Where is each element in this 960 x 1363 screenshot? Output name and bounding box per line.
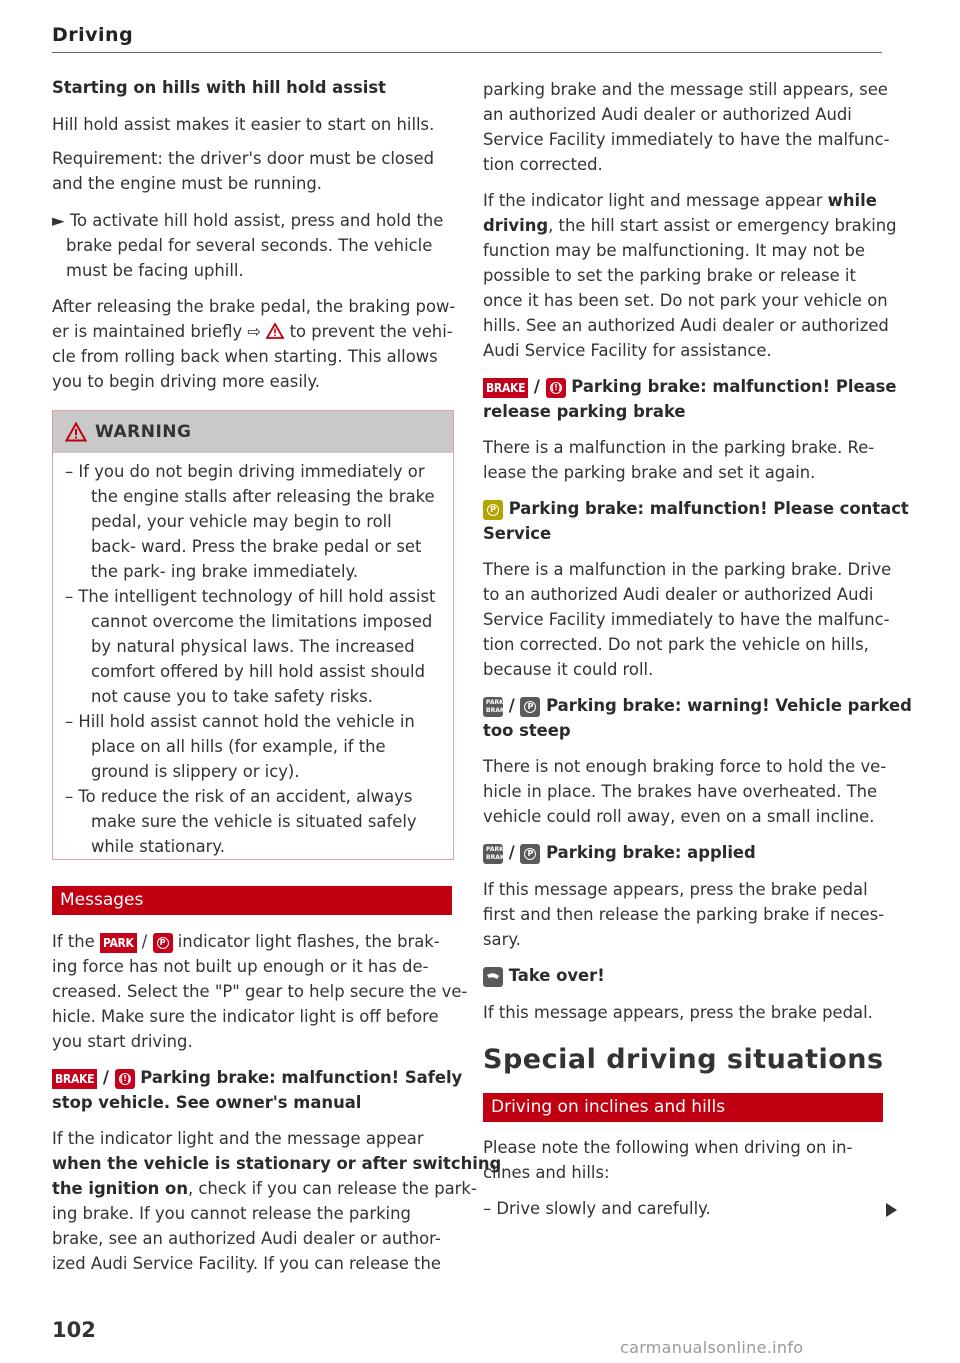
text-segment: /	[136, 932, 153, 951]
cont-line-2: an authorized Audi dealer or authorized Audi	[483, 105, 852, 124]
after-line-2	[52, 319, 453, 344]
steep-line-2: hicle in place. The brakes have overheated. The	[483, 782, 878, 801]
messages-para-line-4: hicle. Make sure the indicator light is off before	[52, 1007, 439, 1026]
takeover-wheel-icon	[483, 967, 503, 987]
header-rule	[52, 52, 882, 53]
warning-steep-title-2: too steep	[483, 721, 571, 740]
requirement-line-1: Requirement: the driver's door must be closed	[52, 149, 434, 168]
while-line-7: Audi Service Facility for assistance.	[483, 341, 772, 360]
yellow-brake-malfunction-icon: P	[483, 500, 503, 520]
text-segment: indicator light flashes, the brak-	[172, 932, 440, 951]
intro-text: Hill hold assist makes it easier to start on hills.	[52, 115, 435, 134]
if-line-1: If the indicator light and the message appear	[52, 1129, 424, 1148]
contact-line-3: Service Facility immediately to have the malfunc-	[483, 610, 890, 629]
cont-line-1: parking brake and the message still appears, see	[483, 80, 888, 99]
release-line-1: There is a malfunction in the parking brake. Re-	[483, 438, 875, 457]
malfunction-safely-title-1	[52, 1065, 462, 1090]
warning-steep-title-1	[483, 693, 912, 718]
brake-indicator-tag: BRAKE	[52, 1069, 97, 1089]
text-segment: , check if you can release the park-	[187, 1179, 477, 1198]
while-line-3: function may be malfunctioning. It may not be	[483, 241, 866, 260]
contact-line-1: There is a malfunction in the parking brake. Drive	[483, 560, 892, 579]
park-indicator-tag: PARK	[100, 933, 137, 953]
release-line-2: lease the parking brake and set it again.	[483, 463, 816, 482]
brake-indicator-tag: BRAKE	[483, 378, 528, 398]
messages-para-line-1	[52, 929, 440, 954]
while-line-1	[483, 188, 877, 213]
bullet-line-3: must be facing uphill.	[66, 261, 244, 280]
text-segment: If the indicator light and message appear	[483, 191, 828, 210]
while-line-6: hills. See an authorized Audi dealer or authorized	[483, 316, 889, 335]
cont-line-4: tion corrected.	[483, 155, 603, 174]
inclines-bullet: – Drive slowly and carefully.	[483, 1199, 711, 1218]
page-number: 102	[52, 1318, 96, 1342]
text-segment: Take over!	[503, 966, 605, 985]
after-line-3: cle from rolling back when starting. This allows	[52, 347, 438, 366]
takeover-title	[483, 963, 605, 988]
text-segment: Parking brake: applied	[540, 843, 756, 862]
text-segment: /	[503, 843, 521, 862]
text-segment: Parking brake: malfunction! Safely	[134, 1068, 463, 1087]
brake-circle-icon: P	[153, 933, 173, 953]
applied-line-2: first and then release the parking brake if neces-	[483, 905, 885, 924]
brake-circle-icon: (!)	[115, 1069, 135, 1089]
messages-para-line-3: creased. Select the "P" gear to help secure the ve-	[52, 982, 468, 1001]
inclines-section-bar: Driving on inclines and hills	[483, 1093, 883, 1122]
brake-circle-icon: (!)	[546, 378, 566, 398]
if-line-6: ized Audi Service Facility. If you can release the	[52, 1254, 441, 1273]
requirement-line-2: and the engine must be running.	[52, 174, 322, 193]
malfunction-safely-title-2: stop vehicle. See owner's manual	[52, 1093, 362, 1112]
if-line-3	[52, 1176, 477, 1201]
after-line-2b: to prevent the vehi-	[284, 322, 453, 341]
text-segment: the ignition on	[52, 1179, 188, 1198]
warning-item: – To reduce the risk of an accident, always make sure the vehicle is situated safely while stationary.	[65, 787, 417, 856]
inclines-line-2: clines and hills:	[483, 1163, 610, 1182]
while-line-5: once it has been set. Do not park your vehicle on	[483, 291, 888, 310]
after-line-1: After releasing the brake pedal, the braking pow-	[52, 297, 456, 316]
warning-item: – The intelligent technology of hill hold assist cannot overcome the limitations imposed by natural physical laws. The increased comfort offered by hill hold assist should not cause you to take safety risks.	[65, 587, 436, 706]
applied-line-1: If this message appears, press the brake pedal	[483, 880, 868, 899]
parking-brake-circle-icon: P	[520, 697, 540, 717]
warning-item: – If you do not begin driving immediately or the engine stalls after releasing the brake pedal, your vehicle may begin to roll back- ward. Press the brake pedal or set the park- ing brake immediately.	[65, 462, 435, 581]
malfunction-contact-title-2: Service	[483, 524, 552, 543]
text-segment: /	[528, 377, 546, 396]
park-brake-icon: PARK BRAKE	[483, 697, 503, 717]
contact-line-4: tion corrected. Do not park the vehicle on hills,	[483, 635, 869, 654]
site-watermark: carmanualsonline.info	[620, 1338, 804, 1357]
malfunction-release-title-1	[483, 374, 897, 399]
warning-triangle-icon[interactable]	[266, 323, 284, 339]
if-line-2	[52, 1151, 501, 1176]
park-brake-icon: PARK BRAKE	[483, 844, 503, 864]
after-line-2a: er is maintained briefly ⇨	[52, 322, 267, 341]
malfunction-release-title-2: release parking brake	[483, 402, 686, 421]
parking-brake-circle-icon: P	[520, 844, 540, 864]
text-segment: If the	[52, 932, 100, 951]
messages-para-line-2: ing force has not built up enough or it has de-	[52, 957, 429, 976]
messages-section-bar: Messages	[52, 886, 452, 915]
malfunction-contact-title-1	[483, 496, 909, 521]
text-segment: driving	[483, 216, 549, 235]
takeover-line-1: If this message appears, press the brake pedal.	[483, 1003, 873, 1022]
warning-box	[52, 410, 454, 860]
warning-triangle-icon	[65, 422, 87, 442]
text-segment: Parking brake: malfunction! Please contact	[503, 499, 909, 518]
warning-item: – Hill hold assist cannot hold the vehicle in place on all hills (for example, if the ground is slippery or icy).	[65, 712, 415, 781]
after-line-4: you to begin driving more easily.	[52, 372, 321, 391]
bullet-line-1: ► To activate hill hold assist, press and hold the	[52, 211, 444, 230]
warning-title: WARNING	[95, 422, 192, 442]
cont-line-3: Service Facility immediately to have the malfunc-	[483, 130, 890, 149]
text-segment: , the hill start assist or emergency braking	[548, 216, 897, 235]
special-situations-heading: Special driving situations	[483, 1044, 884, 1075]
if-line-5: brake, see an authorized Audi dealer or author-	[52, 1229, 441, 1248]
steep-line-1: There is not enough braking force to hold the ve-	[483, 757, 887, 776]
heading-hill-hold: Starting on hills with hill hold assist	[52, 78, 386, 97]
applied-title	[483, 840, 756, 865]
page-header-title: Driving	[52, 24, 134, 46]
text-segment: while	[827, 191, 877, 210]
while-line-2	[483, 213, 897, 238]
inclines-line-1: Please note the following when driving on in-	[483, 1138, 853, 1157]
messages-para-line-5: you start driving.	[52, 1032, 193, 1051]
continue-arrow-icon	[886, 1203, 897, 1217]
warning-header	[53, 411, 453, 453]
while-line-4: possible to set the parking brake or release it	[483, 266, 856, 285]
bullet-line-2: brake pedal for several seconds. The vehicle	[66, 236, 433, 255]
text-segment: /	[97, 1068, 115, 1087]
contact-line-2: to an authorized Audi dealer or authorized Audi	[483, 585, 874, 604]
text-segment: when the vehicle is stationary or after switching	[52, 1154, 502, 1173]
steep-line-3: vehicle could roll away, even on a small incline.	[483, 807, 875, 826]
contact-line-5: because it could roll.	[483, 660, 654, 679]
text-segment: /	[503, 696, 521, 715]
applied-line-3: sary.	[483, 930, 521, 949]
text-segment: Parking brake: malfunction! Please	[565, 377, 897, 396]
warning-list	[53, 453, 453, 859]
text-segment: Parking brake: warning! Vehicle parked	[540, 696, 912, 715]
if-line-4: ing brake. If you cannot release the parking	[52, 1204, 411, 1223]
